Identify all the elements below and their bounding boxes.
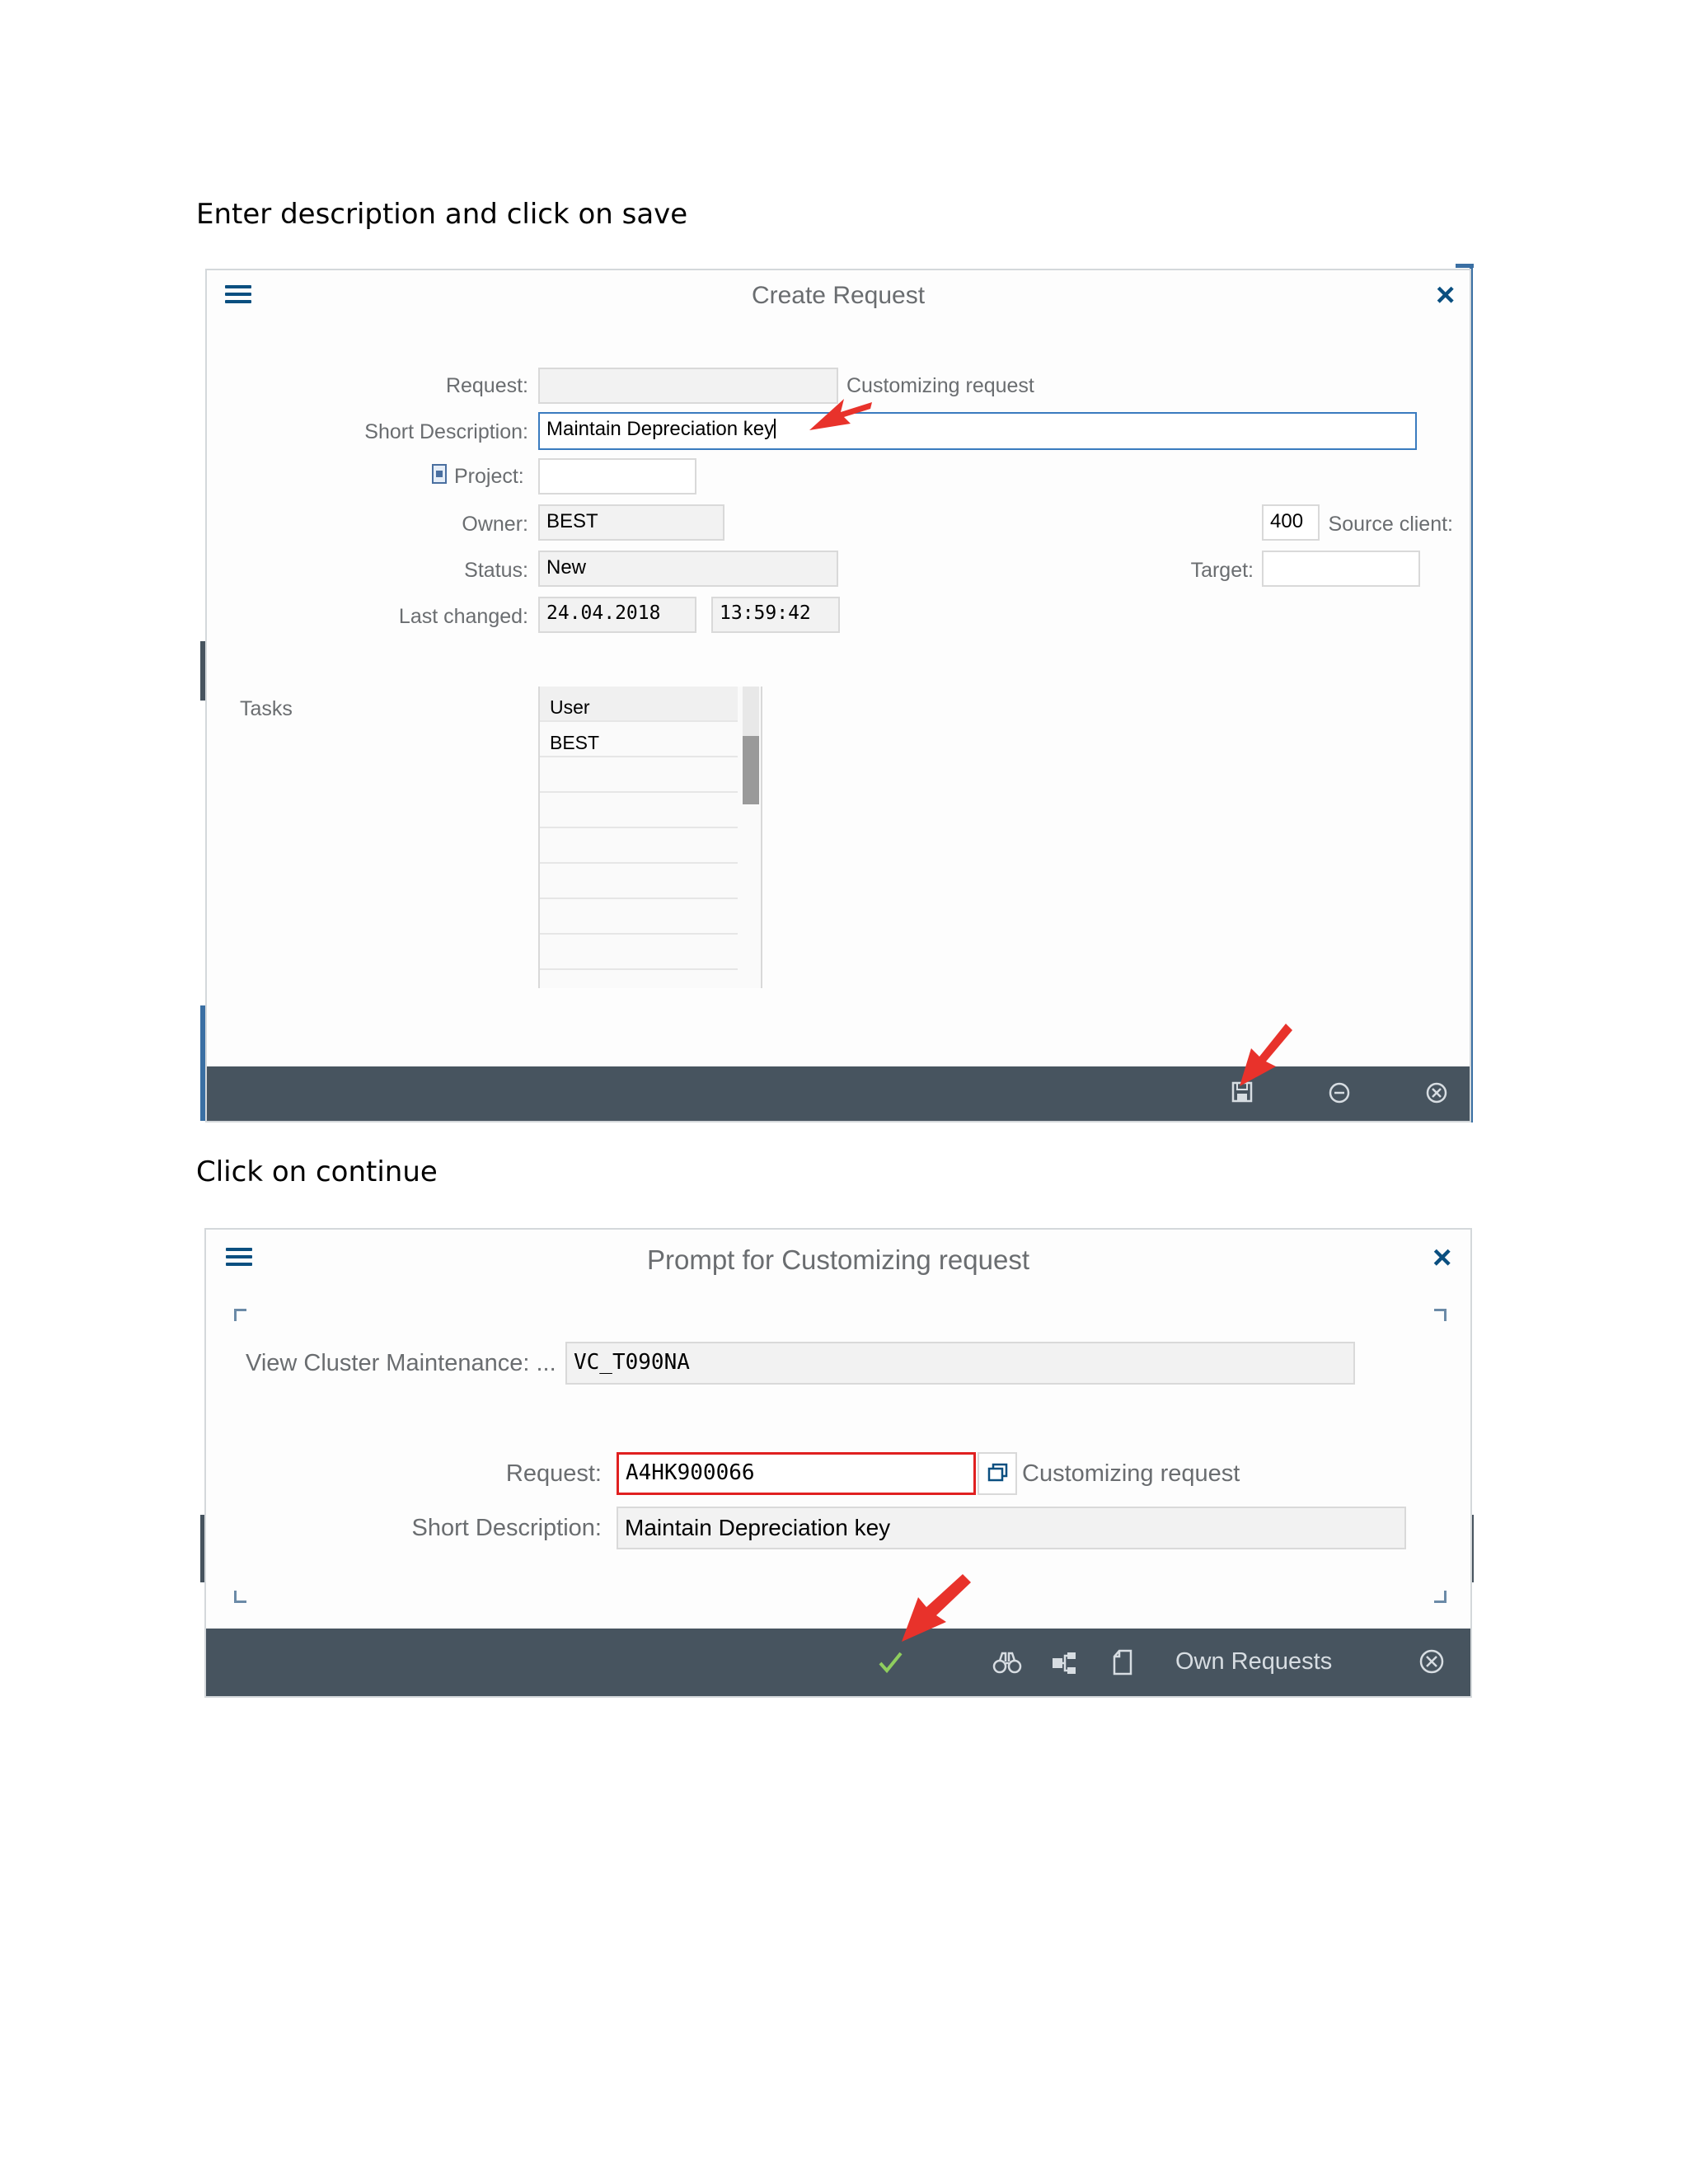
project-field[interactable] [538,458,696,494]
request-label: Request: [445,374,528,397]
text-cursor [774,419,776,438]
task-row[interactable] [540,864,738,899]
new-document-icon[interactable] [1109,1648,1136,1678]
dialog-title: Prompt for Customizing request [646,1244,1029,1275]
group-corner [234,1591,246,1603]
group-corner [1434,1591,1447,1603]
task-row[interactable] [540,757,738,793]
last-changed-label: Last changed: [398,605,528,628]
task-row[interactable] [540,935,738,970]
target-label: Target: [1190,559,1254,582]
status-label: Status: [464,559,528,582]
task-row[interactable] [540,899,738,935]
close-icon[interactable]: × [1436,277,1456,313]
value-help-icon [979,1454,1015,1493]
group-corner [1434,1309,1447,1321]
request-type-text: Customizing request [1022,1460,1240,1487]
short-description-field[interactable]: Maintain Depreciation key [617,1507,1406,1549]
source-client-field[interactable]: 400 [1262,504,1320,541]
dialog2-footer [206,1629,1470,1696]
binoculars-icon[interactable] [992,1650,1022,1676]
minus-circle-icon[interactable] [1326,1081,1353,1106]
step1-heading: Enter description and click on save [196,198,688,231]
close-icon[interactable]: × [1432,1240,1452,1276]
red-arrow-pointer [808,387,874,437]
owner-field[interactable]: BEST [538,504,724,541]
request-type-text: Customizing request [846,374,1034,397]
tasks-table [538,687,762,988]
task-row[interactable] [540,793,738,828]
prompt-customizing-request-dialog [204,1228,1472,1698]
short-description-label: Short Description: [411,1515,602,1541]
task-row[interactable]: BEST [540,722,738,757]
tasks-column-header[interactable]: User [540,687,738,722]
project-icon [432,464,447,484]
tasks-label: Tasks [240,697,293,720]
project-label: Project: [454,465,524,488]
own-requests-button[interactable]: Own Requests [1175,1648,1333,1675]
dialog-title: Create Request [751,282,926,309]
hierarchy-icon[interactable] [1050,1650,1080,1676]
red-arrow-pointer [898,1572,973,1643]
red-arrow-pointer [1236,1022,1294,1088]
tasks-scrollbar-thumb[interactable] [743,736,759,804]
request-value-help-button[interactable] [978,1452,1017,1495]
cancel-circle-icon[interactable] [1418,1648,1446,1676]
view-cluster-label: View Cluster Maintenance: ... [246,1350,556,1376]
cancel-circle-icon[interactable] [1423,1081,1450,1106]
tasks-scrollbar[interactable] [743,687,759,804]
view-cluster-field[interactable]: VC_T090NA [565,1342,1355,1385]
short-description-input[interactable] [538,412,1417,450]
source-client-label: Source client: [1328,513,1453,536]
continue-check-icon[interactable] [875,1648,905,1678]
target-field[interactable] [1262,551,1420,587]
short-description-label: Short Description: [364,420,528,443]
short-description-value: Maintain Depreciation key [546,418,775,440]
request-field[interactable]: A4HK900066 [617,1452,976,1495]
task-row[interactable] [540,828,738,864]
last-changed-date-field[interactable]: 24.04.2018 [538,597,696,633]
status-field[interactable]: New [538,551,838,587]
step2-heading: Click on continue [196,1155,438,1188]
last-changed-time-field[interactable]: 13:59:42 [711,597,840,633]
owner-label: Owner: [462,513,528,536]
request-field[interactable] [538,368,838,404]
group-corner [234,1309,246,1321]
request-label: Request: [505,1460,602,1487]
